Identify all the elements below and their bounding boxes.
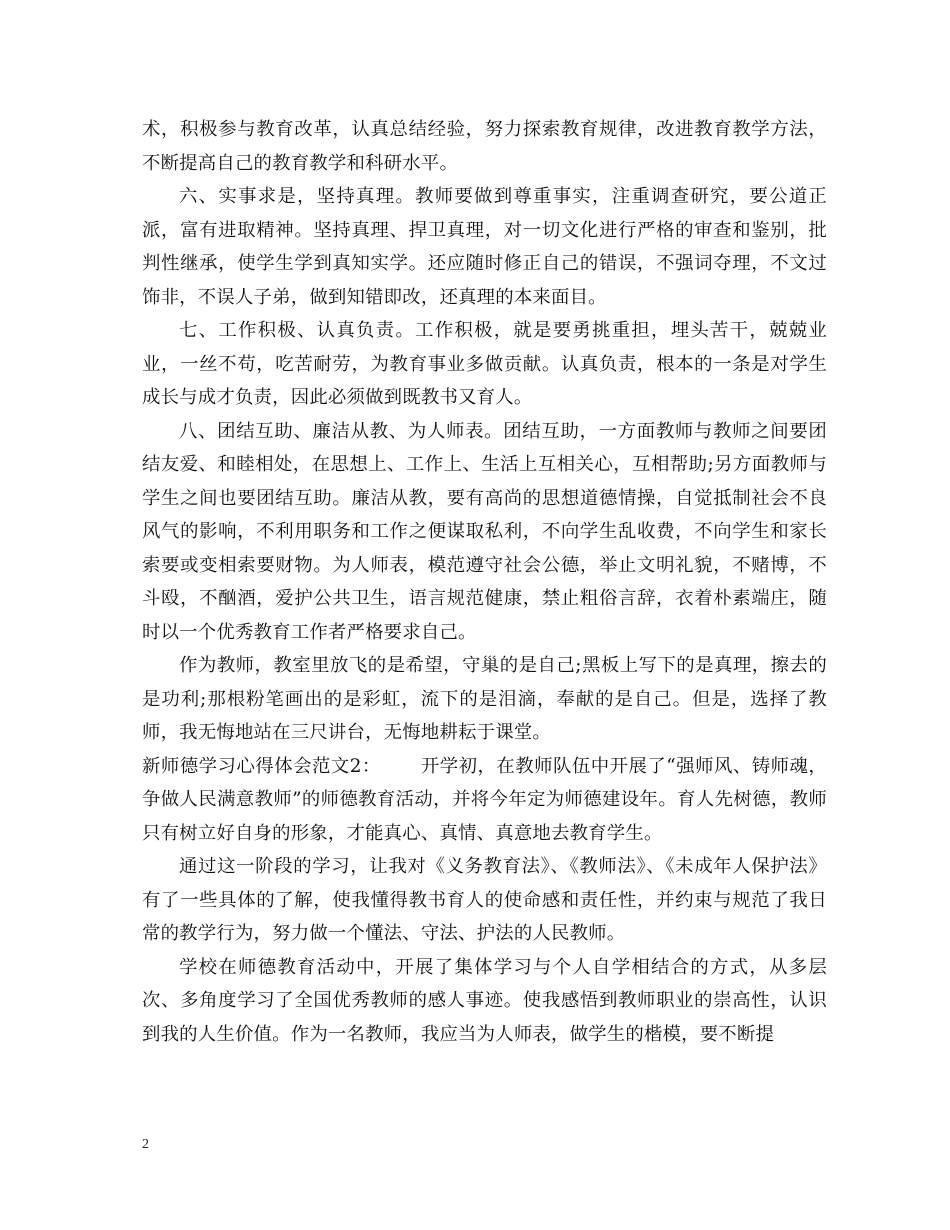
- paragraph-item-eight: 八、团结互助、廉洁从教、为人师表。团结互助，一方面教师与教师之间要团结友爱、和睦相处，在思想上、工作上、生活上互相关心，互相帮助;另方面教师与学生之间也要团结互助。廉洁从教，要有高尚的思想道德情操，自觉抵制社会不良风气的影响，不利用职务和工作之便谋取私利，不向学生乱收费，不向学生和家长索要或变相索要财物。为人师表，模范遵守社会公德，举止文明礼貌，不赌博，不斗殴，不酗酒，爱护公共卫生，语言规范健康，禁止粗俗言辞，衣着朴素端庄，随时以一个优秀教育工作者严格要求自己。: [142, 420, 827, 643]
- paragraph-study-laws: 通过这一阶段的学习，让我对《义务教育法》、《教师法》、《未成年人保护法》有了一些具体的了解，使我懂得教书育人的使命感和责任性，并约束与规范了我日常的教学行为，努力做一个懂法、守法、护法的人民教师。: [142, 856, 827, 944]
- page-number: 2: [142, 1137, 149, 1152]
- paragraph-item-six: 六、实事求是，坚持真理。教师要做到尊重事实，注重调查研究，要公道正派，富有进取精神。坚持真理、捍卫真理，对一切文化进行严格的审查和鉴别，批判性继承，使学生学到真知实学。还应随时修正自己的错误，不强词夺理，不文过饰非，不误人子弟，做到知错即改，还真理的本来面目。: [142, 186, 827, 308]
- paragraph-item-seven: 七、工作积极、认真负责。工作积极，就是要勇挑重担，埋头苦干，兢兢业业，一丝不苟，吃苦耐劳，为教育事业多做贡献。认真负责，根本的一条是对学生成长与成才负责，因此必须做到既教书又育人。: [142, 320, 827, 408]
- section-intro-paragraph: [142, 750, 827, 851]
- paragraph-teacher-reflection: 作为教师，教室里放飞的是希望，守巢的是自己;黑板上写下的是真理，擦去的是功利;那根粉笔画出的是彩虹，流下的是泪滴，奉献的是自己。但是，选择了教师，我无悔地站在三尺讲台，无悔地耕耘于课堂。: [142, 655, 827, 743]
- section-first-paragraph: 开学初，在教师队伍中开展了“强师风、铸师魂，争做人民满意教师”的师德教育活动，并将今年定为师德建设年。育人先树德，教师只有树立好自身的形象，才能真心、真情、真意地去教育学生。: [142, 755, 827, 844]
- paragraph-continuation: 术，积极参与教育改革，认真总结经验，努力探索教育规律，改进教育教学方法，不断提高自己的教育教学和科研水平。: [142, 119, 827, 174]
- paragraph-school-activity: 学校在师德教育活动中，开展了集体学习与个人自学相结合的方式，从多层次、多角度学习了全国优秀教师的感人事迹。使我感悟到教师职业的崇高性，认识到我的人生价值。作为一名教师，我应当为人师表，做学生的楷模，要不断提: [142, 956, 827, 1045]
- document-body: [142, 113, 827, 1051]
- section-heading: 新师德学习心得体会范文2：: [142, 755, 381, 777]
